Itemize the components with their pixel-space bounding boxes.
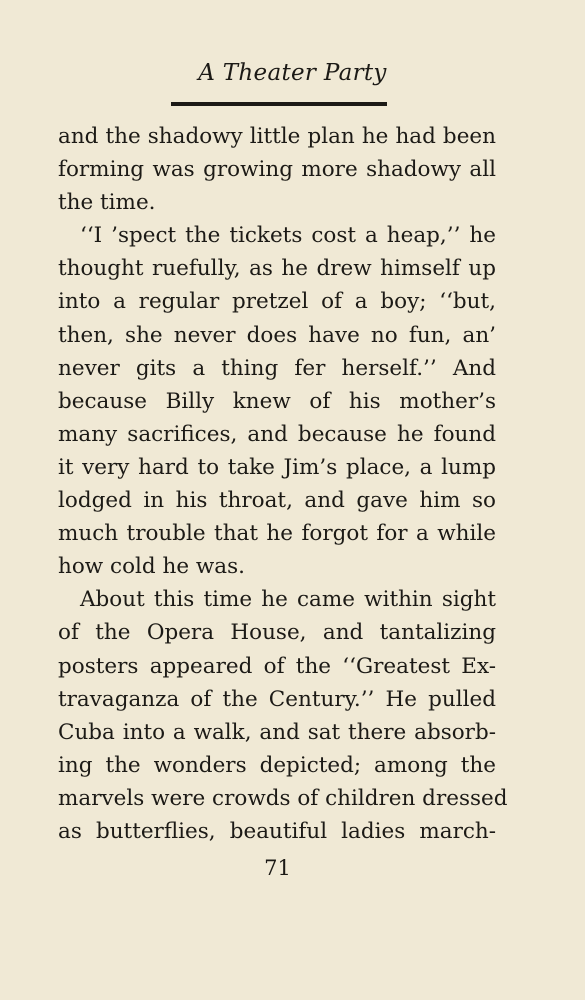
text-line: of the Opera House, and tantalizing — [58, 620, 496, 646]
text-line: Cuba into a walk, and sat there absorb- — [58, 719, 496, 745]
text-line: ‘‘I ’spect the tickets cost a heap,’’ he — [80, 223, 496, 249]
header-rule — [171, 102, 387, 106]
text-line: how cold he was. — [58, 554, 245, 580]
text-line: never gits a thing fer herself.’’ And — [58, 355, 496, 381]
text-line: About this time he came within sight — [80, 587, 496, 613]
text-line: ing the wonders depicted; among the — [58, 752, 496, 778]
text-line: as butterflies, beautiful ladies march- — [58, 818, 496, 844]
text-line: posters appeared of the ‘‘Greatest Ex- — [58, 653, 496, 679]
text-line: thought ruefully, as he drew himself up — [58, 256, 496, 282]
text-line: lodged in his throat, and gave him so — [58, 488, 496, 514]
text-line: and the shadowy little plan he had been — [58, 124, 496, 149]
text-line: because Billy knew of his mother’s — [58, 388, 496, 414]
text-line: marvels were crowds of children dressed — [58, 785, 508, 811]
text-line: it very hard to take Jim’s place, a lump — [58, 454, 496, 480]
text-line: into a regular pretzel of a boy; ‘‘but, — [58, 289, 496, 315]
text-line: much trouble that he forgot for a while — [58, 521, 496, 547]
text-line: travaganza of the Century.’’ He pulled — [58, 686, 496, 712]
body-text — [58, 120, 508, 848]
text-line: then, she never does have no fun, an’ — [58, 322, 496, 348]
text-line: forming was growing more shadowy all — [58, 157, 496, 183]
running-head: A Theater Party — [198, 60, 387, 86]
text-line: many sacrifices, and because he found — [58, 421, 496, 447]
page-number: 71 — [264, 856, 291, 880]
text-line: the time. — [58, 190, 156, 216]
